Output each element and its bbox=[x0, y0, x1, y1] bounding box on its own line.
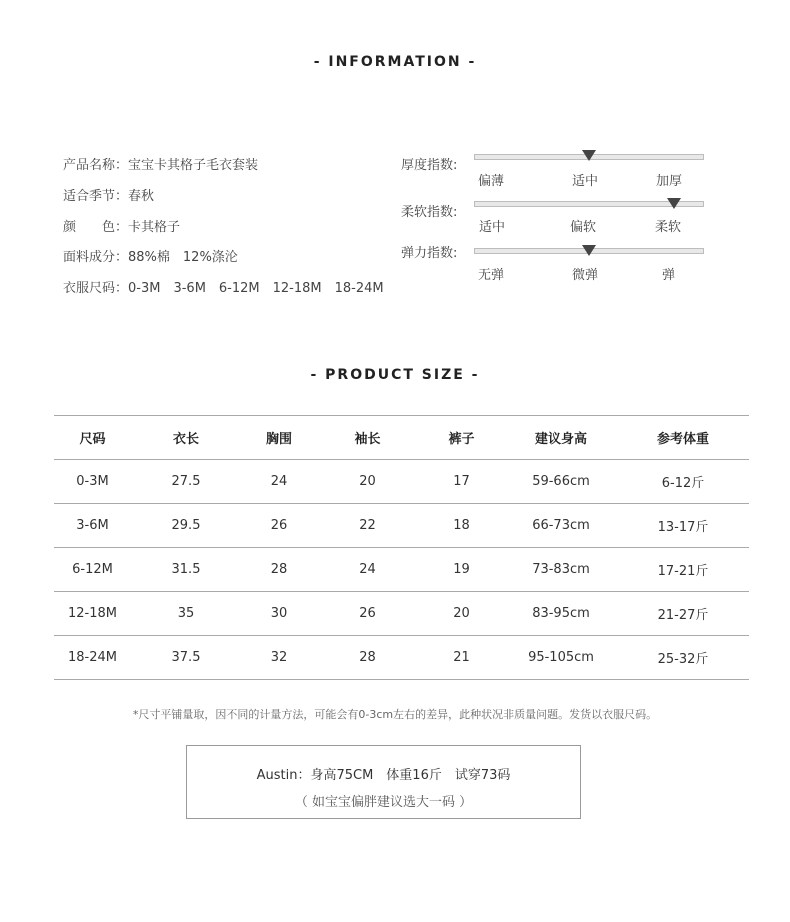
elasticity-tick-low: 无弹 bbox=[478, 268, 505, 283]
table-cell: 26 bbox=[317, 592, 418, 636]
table-cell: 19 bbox=[418, 548, 505, 592]
info-value: 卡其格子 bbox=[128, 220, 181, 235]
info-label: 适合季节： bbox=[63, 189, 129, 204]
table-cell: 28 bbox=[317, 636, 418, 680]
table-cell: 17-21斤 bbox=[617, 548, 749, 592]
info-label: 衣服尺码： bbox=[63, 281, 129, 296]
thickness-scale-label: 厚度指数: bbox=[401, 158, 458, 173]
table-cell: 30 bbox=[241, 592, 317, 636]
table-cell: 24 bbox=[317, 548, 418, 592]
table-cell: 18-24M bbox=[54, 636, 131, 680]
table-cell: 17 bbox=[418, 460, 505, 504]
elasticity-scale-label: 弹力指数: bbox=[401, 246, 458, 261]
table-cell: 83-95cm bbox=[505, 592, 617, 636]
elasticity-tick-mid: 微弹 bbox=[572, 268, 599, 283]
model-info-box bbox=[186, 745, 581, 819]
table-cell: 35 bbox=[131, 592, 241, 636]
table-cell: 0-3M bbox=[54, 460, 131, 504]
info-value: 0-3M 3-6M 6-12M 12-18M 18-24M bbox=[128, 281, 384, 296]
table-cell: 20 bbox=[418, 592, 505, 636]
header-length: 衣长 bbox=[131, 416, 241, 460]
table-cell: 12-18M bbox=[54, 592, 131, 636]
softness-tick-high: 柔软 bbox=[655, 220, 682, 235]
table-row bbox=[54, 636, 749, 680]
elasticity-tick-high: 弹 bbox=[662, 268, 676, 283]
info-value: 春秋 bbox=[128, 189, 155, 204]
table-cell: 59-66cm bbox=[505, 460, 617, 504]
product-size-title: - PRODUCT SIZE - bbox=[310, 367, 480, 383]
elasticity-scale-marker bbox=[582, 245, 596, 256]
table-cell: 29.5 bbox=[131, 504, 241, 548]
softness-tick-mid: 偏软 bbox=[570, 220, 597, 235]
thickness-tick-mid: 适中 bbox=[572, 174, 599, 189]
table-cell: 20 bbox=[317, 460, 418, 504]
header-sleeve: 袖长 bbox=[317, 416, 418, 460]
header-pants: 裤子 bbox=[418, 416, 505, 460]
thickness-tick-high: 加厚 bbox=[656, 174, 683, 189]
info-row-fabric bbox=[63, 246, 238, 265]
table-row bbox=[54, 592, 749, 636]
header-chest: 胸围 bbox=[241, 416, 317, 460]
table-cell: 37.5 bbox=[131, 636, 241, 680]
info-row-color bbox=[63, 216, 180, 235]
header-height: 建议身高 bbox=[505, 416, 617, 460]
table-cell: 27.5 bbox=[131, 460, 241, 504]
table-cell: 26 bbox=[241, 504, 317, 548]
table-cell: 31.5 bbox=[131, 548, 241, 592]
table-row bbox=[54, 504, 749, 548]
info-value: 88%棉 12%涤沦 bbox=[128, 250, 238, 265]
table-cell: 32 bbox=[241, 636, 317, 680]
thickness-tick-low: 偏薄 bbox=[478, 174, 505, 189]
table-cell: 22 bbox=[317, 504, 418, 548]
table-cell: 13-17斤 bbox=[617, 504, 749, 548]
softness-scale-marker bbox=[667, 198, 681, 209]
table-cell: 3-6M bbox=[54, 504, 131, 548]
table-row bbox=[54, 548, 749, 592]
table-cell: 21 bbox=[418, 636, 505, 680]
info-row-season bbox=[63, 185, 154, 204]
table-cell: 21-27斤 bbox=[617, 592, 749, 636]
model-size-advice: （ 如宝宝偏胖建议选大一码 ） bbox=[294, 795, 473, 810]
table-header-row bbox=[54, 416, 749, 460]
header-weight: 参考体重 bbox=[617, 416, 749, 460]
table-cell: 18 bbox=[418, 504, 505, 548]
table-cell: 24 bbox=[241, 460, 317, 504]
header-size: 尺码 bbox=[54, 416, 131, 460]
model-measurements: Austin：身高75CM 体重16斤 试穿73码 bbox=[256, 768, 511, 783]
information-title: - INFORMATION - bbox=[313, 54, 477, 70]
table-cell: 66-73cm bbox=[505, 504, 617, 548]
table-cell: 73-83cm bbox=[505, 548, 617, 592]
table-row bbox=[54, 460, 749, 504]
softness-tick-low: 适中 bbox=[479, 220, 506, 235]
info-label: 产品名称： bbox=[63, 158, 129, 173]
table-cell: 95-105cm bbox=[505, 636, 617, 680]
table-cell: 6-12斤 bbox=[617, 460, 749, 504]
softness-scale-label: 柔软指数: bbox=[401, 205, 458, 220]
table-cell: 6-12M bbox=[54, 548, 131, 592]
info-label: 颜 色： bbox=[63, 220, 129, 235]
info-value: 宝宝卡其格子毛衣套装 bbox=[128, 158, 259, 173]
info-row-sizes bbox=[63, 277, 384, 296]
info-label: 面料成分： bbox=[63, 250, 129, 265]
size-table bbox=[54, 415, 749, 680]
thickness-scale-marker bbox=[582, 150, 596, 161]
table-cell: 25-32斤 bbox=[617, 636, 749, 680]
info-row-product-name bbox=[63, 154, 258, 173]
table-cell: 28 bbox=[241, 548, 317, 592]
measurement-note: *尺寸平铺量取，因不同的计量方法，可能会有0-3cm左右的差异，此种状况非质量问题。发货以衣服尺码。 bbox=[132, 708, 658, 721]
